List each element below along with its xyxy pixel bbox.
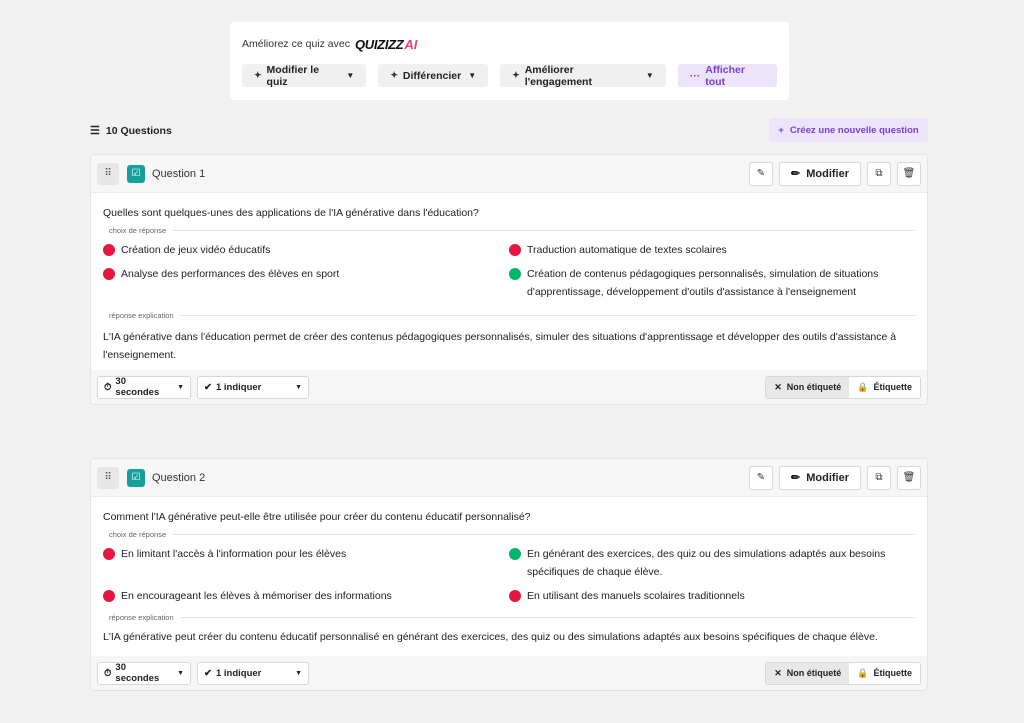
incorrect-dot-icon [103,590,115,602]
choices-section-text: choix de réponse [109,226,167,235]
answer-explanation: L'IA générative peut créer du contenu éducatif personnalisé en générant des exercices, des quiz ou des simulations adaptés aux besoins spécifiques de chaque élève. [103,631,878,643]
drag-handle-icon[interactable]: ⠿ [97,163,119,185]
delete-button[interactable] [897,162,921,186]
answer-choice [103,545,509,581]
improve-engagement-button[interactable] [500,64,666,87]
improve-engagement-label: Améliorer l'engagement [524,63,592,88]
more-icon: ··· [689,69,701,82]
sparkle-icon: ✦ [254,70,262,80]
caret-down-icon: ▼ [645,71,654,80]
answer-explanation: L'IA générative dans l'éducation permet de créer des contenus pédagogiques personnalisés, simuler des situations d'apprentissage et développer des outils d'assistance à l'enseignement. [103,331,897,361]
answer-choice [103,241,509,259]
incorrect-dot-icon [103,244,115,256]
quizizz-logo: QUIZIZZ [354,36,404,52]
modify-quiz-label: Modifier le quiz [266,63,320,88]
close-icon: ✕ [774,381,782,392]
answer-choice [509,265,915,301]
points-value: 1 indiquer [215,381,262,393]
caret-down-icon: ▼ [177,669,184,677]
lock-icon: 🔒 [857,381,869,392]
explanation-section-text: réponse explication [109,613,174,622]
question-number: Question 1 [152,167,206,180]
tag-toggle [765,662,921,685]
answer-choice [509,241,915,259]
close-icon: ✕ [774,667,782,678]
answer-choice [509,545,915,581]
tag-button[interactable] [849,663,920,684]
points-select[interactable] [197,376,309,399]
points-select[interactable] [197,662,309,685]
explanation-section-text: réponse explication [109,311,174,320]
untagged-label: Non étiqueté [786,668,842,678]
time-select[interactable] [97,662,191,685]
multiple-choice-icon: ☑ [127,165,145,183]
caret-down-icon: ▼ [295,669,302,677]
magic-wand-icon: ✎ [756,168,766,179]
choice-text: En limitant l'accès à l'information pour les élèves [121,548,347,560]
untagged-button[interactable] [766,663,849,684]
caret-down-icon: ▼ [468,71,477,80]
show-all-label: Afficher tout [705,63,745,88]
choice-text: Création de contenus pédagogiques personnalisés, simulation de situations d'apprentissage, développement d'outils d'assistance à l'enseignement [527,268,879,298]
copy-icon: ⧉ [875,168,883,179]
choice-text: En encourageant les élèves à mémoriser des informations [121,590,392,602]
caret-down-icon: ▼ [346,71,355,80]
lock-icon: 🔒 [857,667,869,678]
edit-question-button[interactable] [779,466,861,490]
answer-choices [103,241,915,301]
pencil-icon: ✏ [791,168,801,180]
timer-icon: ⏱ [104,381,112,393]
check-circle-icon: ✔ [204,381,212,393]
tag-label: Étiquette [873,382,912,392]
choice-text: Analyse des performances des élèves en sport [121,268,340,280]
question-number: Question 2 [152,471,206,484]
trash-icon: 🗑 [902,168,916,179]
list-icon: ☰ [90,125,100,137]
magic-wand-icon: ✎ [756,472,766,483]
magic-wand-button[interactable] [749,162,773,186]
incorrect-dot-icon [103,548,115,560]
trash-icon: 🗑 [902,472,916,483]
time-value: 30 secondes [115,376,160,398]
sparkle-icon: ✦ [390,70,398,80]
incorrect-dot-icon [103,268,115,280]
choices-section-label [103,530,915,539]
time-select[interactable] [97,376,191,399]
answer-choices [103,545,915,605]
explanation-section-label [103,613,915,622]
modify-quiz-button[interactable] [242,64,366,87]
choice-text: Traduction automatique de textes scolaires [527,244,727,256]
differentiate-label: Différencier [402,69,462,82]
questions-count: 10 Questions [105,124,172,137]
tag-toggle [765,376,921,399]
edit-label: Modifier [806,471,849,484]
new-question-button[interactable] [769,118,928,142]
drag-handle-icon[interactable]: ⠿ [97,467,119,489]
show-all-button[interactable] [678,64,777,87]
magic-wand-button[interactable] [749,466,773,490]
question-card [90,154,928,405]
choice-text: En utilisant des manuels scolaires traditionnels [527,590,745,602]
edit-label: Modifier [806,167,849,180]
new-question-label: Créez une nouvelle question [789,124,919,136]
ai-enhance-title [242,36,777,52]
answer-choice [103,587,509,605]
sparkle-icon: ✦ [512,70,520,80]
answer-choice [103,265,509,301]
pencil-icon: ✏ [791,472,801,484]
choices-section-label [103,226,915,235]
time-value: 30 secondes [115,662,160,684]
duplicate-button[interactable] [867,466,891,490]
correct-dot-icon [509,548,521,560]
duplicate-button[interactable] [867,162,891,186]
plus-icon: + [778,124,784,136]
multiple-choice-icon: ☑ [127,469,145,487]
delete-button[interactable] [897,466,921,490]
quizizz-ai-logo: AI [404,36,418,52]
question-text: Comment l'IA générative peut-elle être utilisée pour créer du contenu éducatif personnalisé? [103,511,531,523]
choice-text: En générant des exercices, des quiz ou des simulations adaptés aux besoins spécifiques de chaque élève. [527,548,886,578]
points-value: 1 indiquer [215,667,262,679]
answer-choice [509,587,915,605]
edit-question-button[interactable] [779,162,861,186]
check-circle-icon: ✔ [204,667,212,679]
caret-down-icon: ▼ [177,383,184,391]
ai-enhance-prefix: Améliorez ce quiz avec [242,38,350,50]
caret-down-icon: ▼ [295,383,302,391]
question-card [90,458,928,691]
incorrect-dot-icon [509,590,521,602]
questions-count-header [90,124,172,137]
correct-dot-icon [509,268,521,280]
differentiate-button[interactable] [378,64,488,87]
question-text: Quelles sont quelques-unes des applications de l'IA générative dans l'éducation? [103,207,479,219]
explanation-section-label [103,311,915,320]
tag-label: Étiquette [873,668,912,678]
timer-icon: ⏱ [104,667,112,679]
copy-icon: ⧉ [875,472,883,483]
untagged-label: Non étiqueté [786,382,842,392]
tag-button[interactable] [849,377,920,398]
untagged-button[interactable] [766,377,849,398]
choice-text: Création de jeux vidéo éducatifs [121,244,271,256]
ai-enhance-panel [230,22,789,100]
incorrect-dot-icon [509,244,521,256]
choices-section-text: choix de réponse [109,530,167,539]
